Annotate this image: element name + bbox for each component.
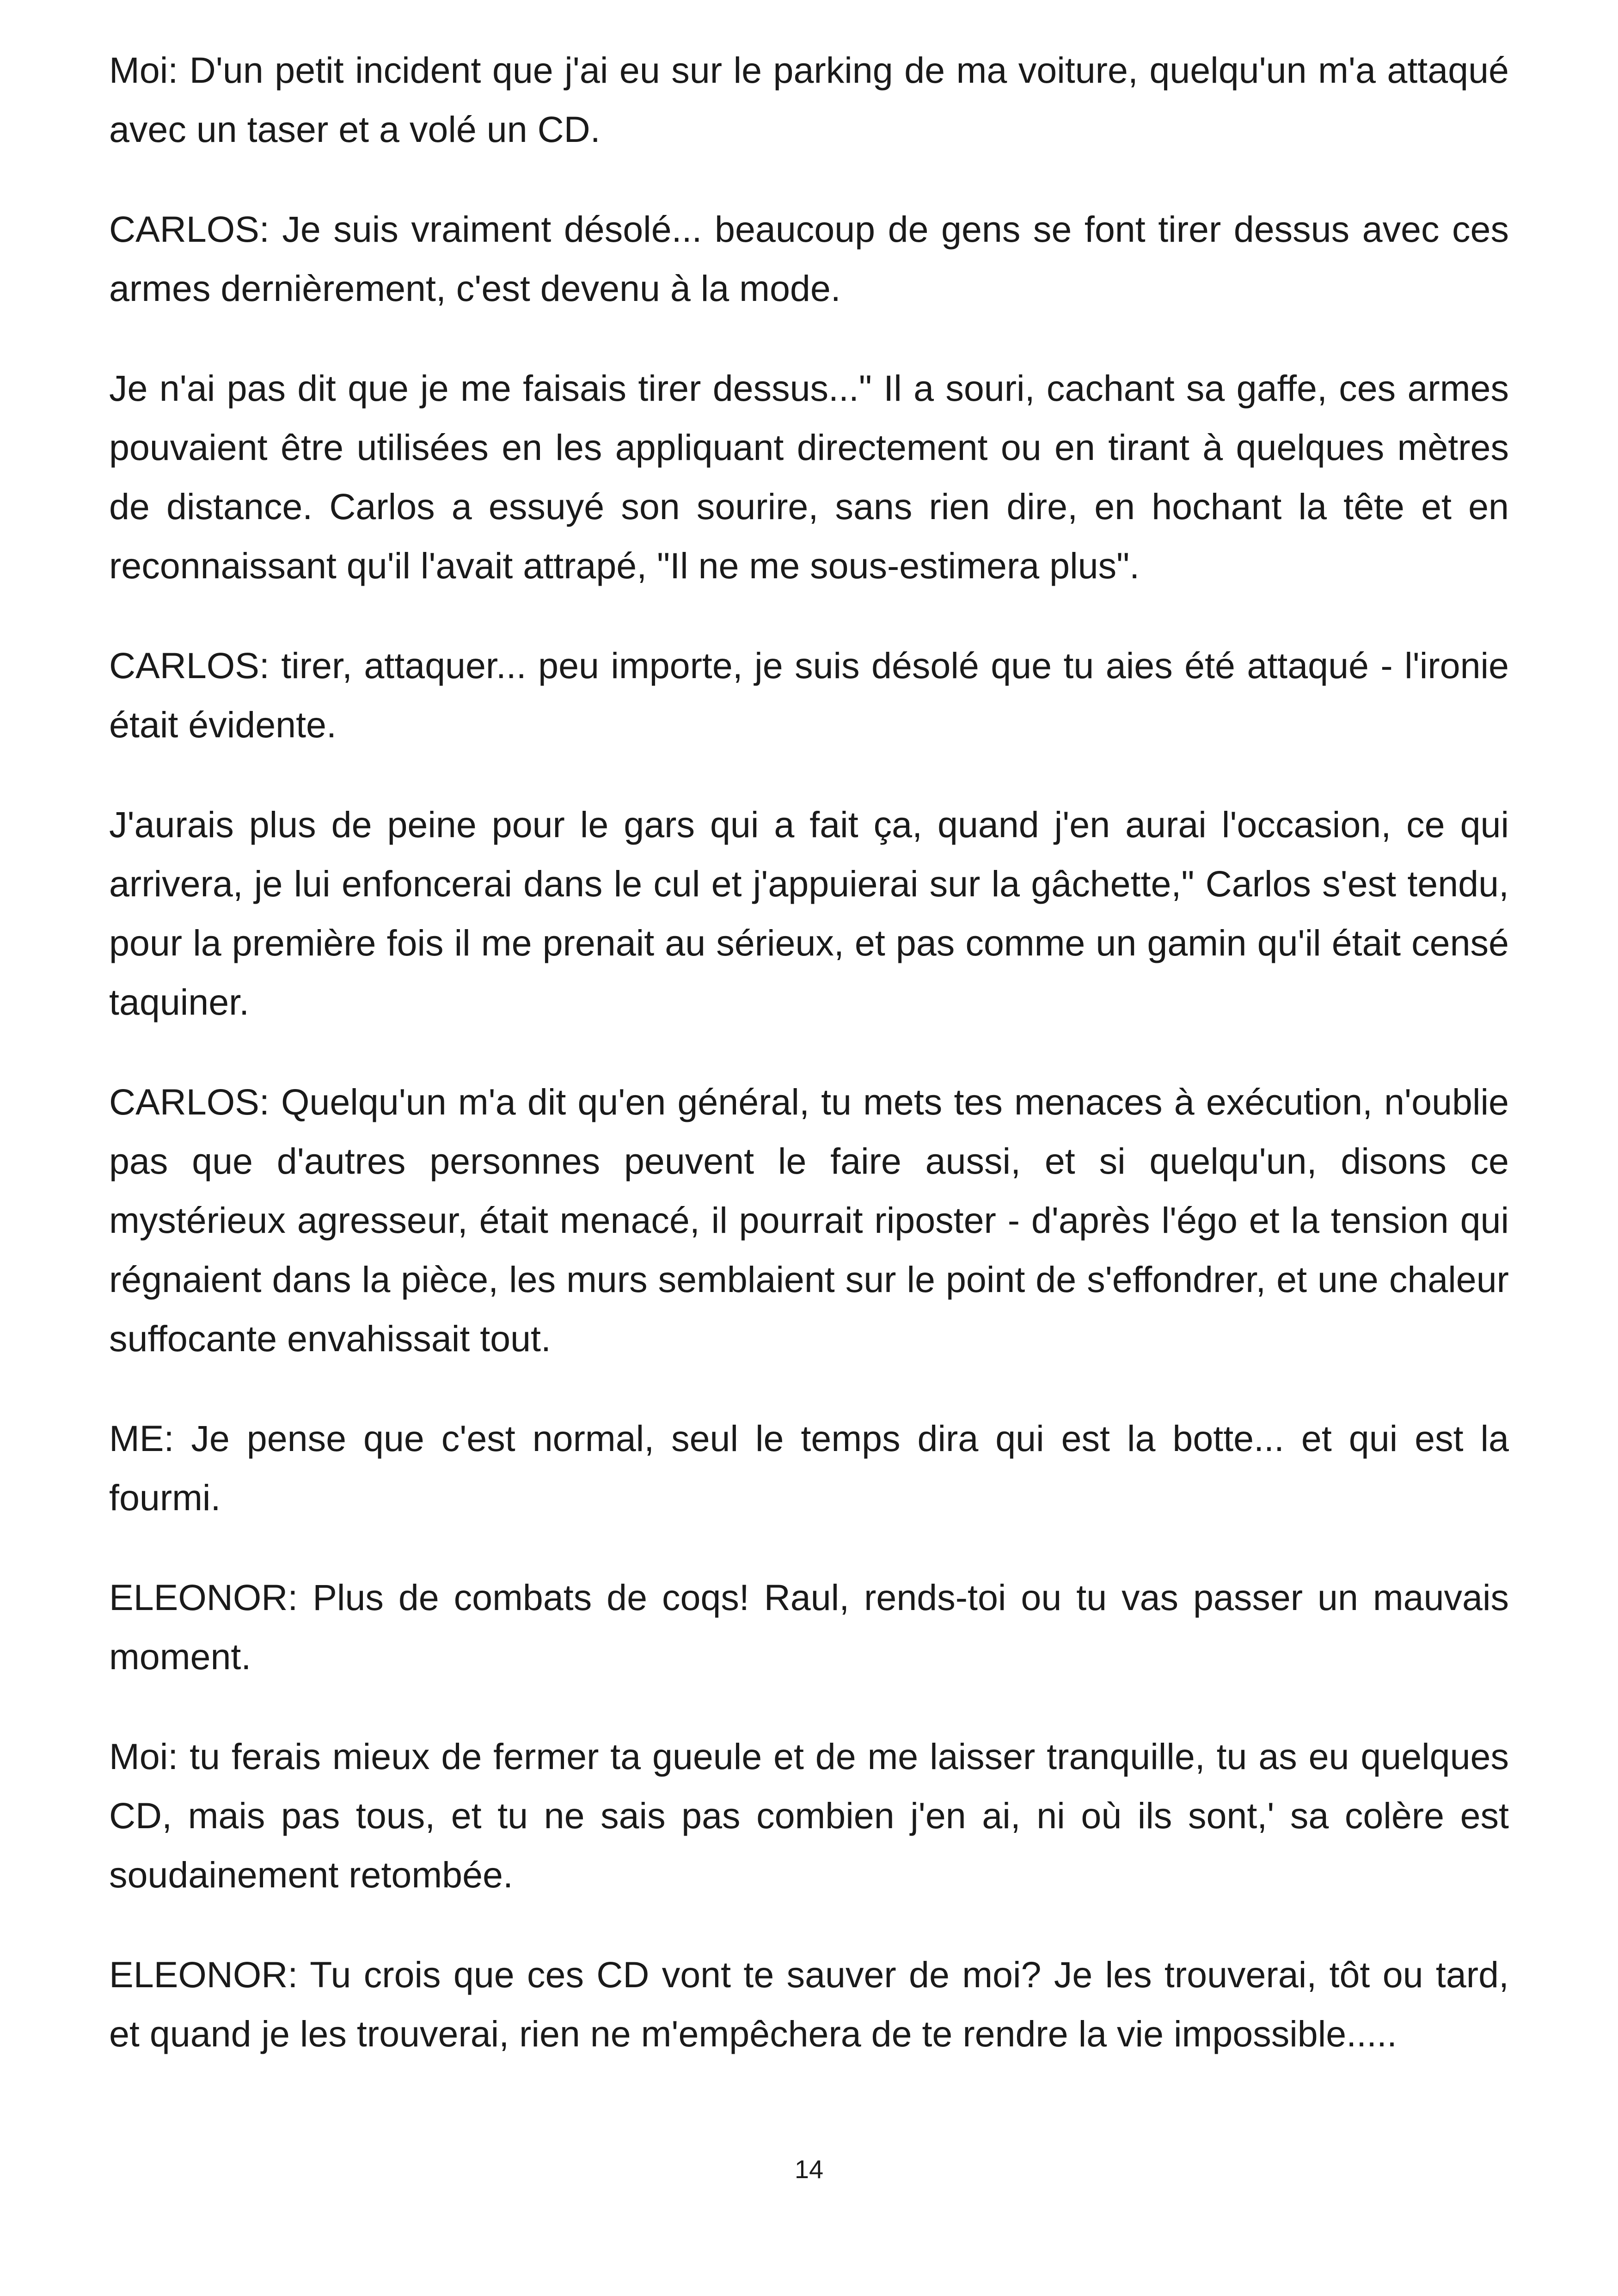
paragraph: CARLOS: Je suis vraiment désolé... beaucoup de gens se font tirer dessus avec ces armes dernièrement, c'est devenu à la mode.	[109, 208, 1509, 309]
paragraph: Moi: D'un petit incident que j'ai eu sur le parking de ma voiture, quelqu'un m'a attaqué avec un taser et a volé un CD.	[109, 49, 1509, 150]
paragraph: CARLOS: tirer, attaquer... peu importe, je suis désolé que tu aies été attaqué - l'ironie était évidente.	[109, 645, 1509, 745]
page-number: 14	[794, 2155, 824, 2184]
paragraph: J'aurais plus de peine pour le gars qui a fait ça, quand j'en aurai l'occasion, ce qui arrivera, je lui enfoncerai dans le cul et j'appuierai sur la gâchette," Carlos s'est tendu, pour la première fois il me prenait au sérieux, et pas comme un gamin qu'il était censé taquiner.	[109, 804, 1509, 1022]
paragraph: Moi: tu ferais mieux de fermer ta gueule et de me laisser tranquille, tu as eu quelques CD, mais pas tous, et tu ne sais pas combien j'en ai, ni où ils sont,' sa colère est soudainement retombée.	[109, 1736, 1509, 1895]
paragraph: ELEONOR: Plus de combats de coqs! Raul, rends-toi ou tu vas passer un mauvais moment.	[109, 1577, 1509, 1677]
paragraph: Je n'ai pas dit que je me faisais tirer dessus..." Il a souri, cachant sa gaffe, ces armes pouvaient être utilisées en les appliquant directement ou en tirant à quelques mètres de distance. Carlos a essuyé son sourire, sans rien dire, en hochant la tête et en reconnaissant qu'il l'avait attrapé, "Il ne me sous-estimera plus".	[109, 367, 1509, 586]
paragraph: CARLOS: Quelqu'un m'a dit qu'en général, tu mets tes menaces à exécution, n'oublie pas que d'autres personnes peuvent le faire aussi, et si quelqu'un, disons ce mystérieux agresseur, était menacé, il pourrait riposter - d'après l'égo et la tension qui régnaient dans la pièce, les murs semblaient sur le point de s'effondrer, et une chaleur suffocante envahissait tout.	[109, 1081, 1509, 1359]
body-text	[109, 41, 1509, 2063]
paragraph: ME: Je pense que c'est normal, seul le temps dira qui est la botte... et qui est la fourmi.	[109, 1418, 1509, 1518]
paragraph: ELEONOR: Tu crois que ces CD vont te sauver de moi? Je les trouverai, tôt ou tard, et quand je les trouverai, rien ne m'empêchera de te rendre la vie impossible.....	[109, 1954, 1509, 2054]
